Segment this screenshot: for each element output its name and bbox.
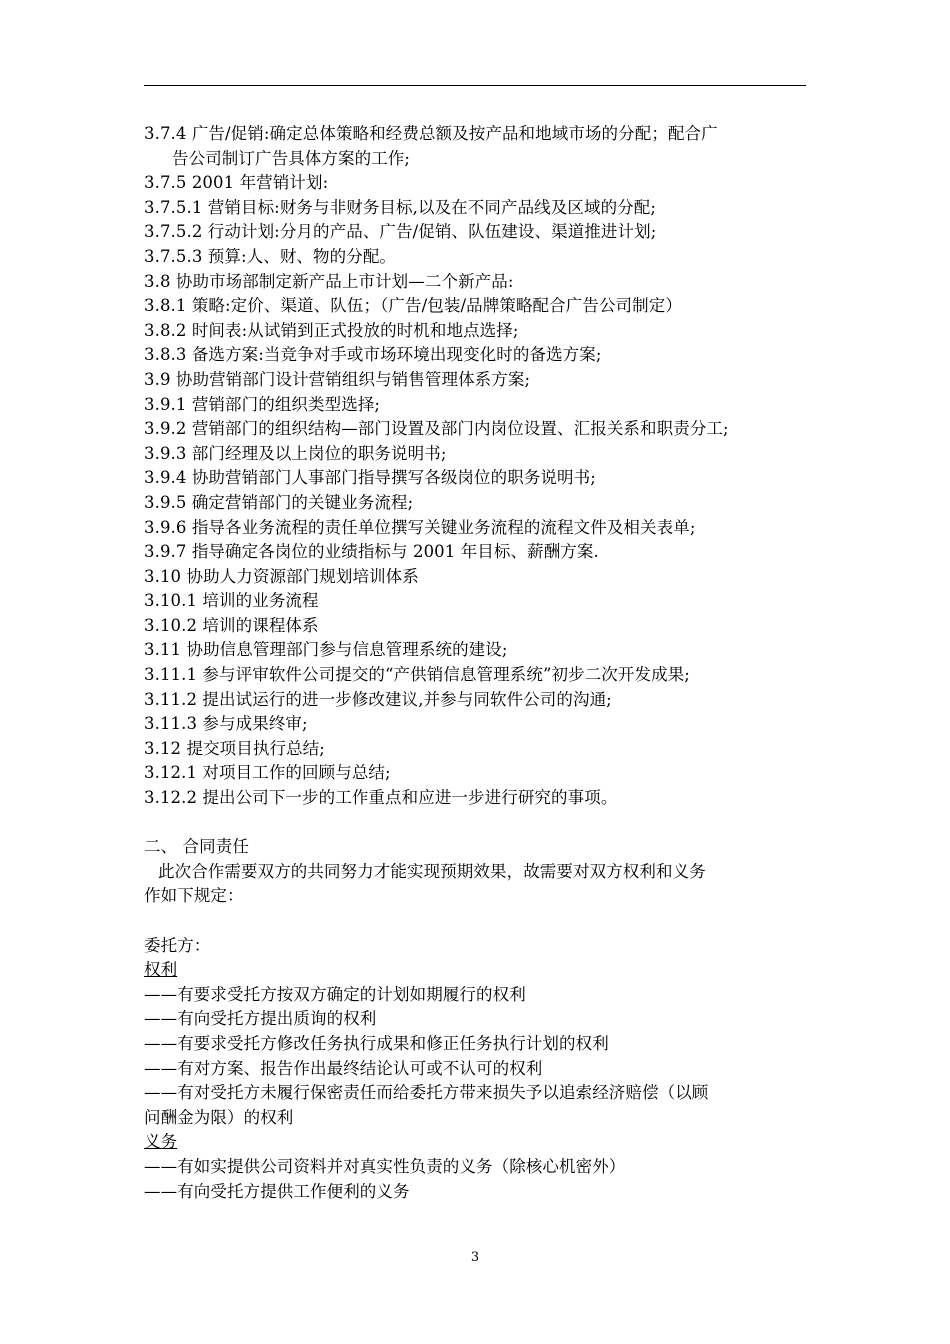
- section-line: 3.9.6 指导各业务流程的责任单位撰写关键业务流程的流程文件及相关表单;: [144, 517, 696, 537]
- rights-item: ——有向受托方提出质询的权利: [144, 1009, 377, 1029]
- section-line: 3.7.5 2001 年营销计划:: [144, 173, 329, 193]
- section-line: 3.8.2 时间表:从试销到正式投放的时机和地点选择;: [144, 320, 519, 340]
- duties-item: ——有如实提供公司资料并对真实性负责的义务（除核心机密外）: [144, 1156, 626, 1176]
- contract-intro-line: 作如下规定：: [144, 886, 244, 906]
- section-line: 3.9.5 确定营销部门的关键业务流程;: [144, 492, 414, 512]
- section-line: 3.11.2 提出试运行的进一步修改建议,并参与同软件公司的沟通;: [144, 689, 612, 709]
- contract-intro-line: 此次合作需要双方的共同努力才能实现预期效果，故需要对双方权利和义务: [158, 861, 706, 881]
- section-line: 3.12.2 提出公司下一步的工作重点和应进一步进行研究的事项。: [144, 788, 618, 808]
- section-line: 3.7.4 广告/促销:确定总体策略和经费总额及按产品和地域市场的分配；配合广: [144, 124, 718, 143]
- document-body: [144, 122, 814, 1204]
- section-line: 3.7.5.3 预算:人、财、物的分配。: [144, 246, 397, 266]
- rights-item: ——有要求受托方修改任务执行成果和修正任务执行计划的权利: [144, 1033, 609, 1053]
- contract-heading: 二、 合同责任: [144, 837, 249, 857]
- rights-label: 权利: [144, 960, 178, 980]
- section-line: 3.11.1 参与评审软件公司提交的“产供销信息管理系统”初步二次开发成果;: [144, 665, 690, 685]
- section-line: 3.9.3 部门经理及以上岗位的职务说明书;: [144, 443, 447, 463]
- header-rule: [144, 85, 806, 86]
- paragraph-gap: [144, 909, 814, 934]
- rights-item: 问酬金为限）的权利: [144, 1107, 294, 1127]
- section-line: 3.9.2 营销部门的组织结构—部门设置及部门内岗位设置、汇报关系和职责分工;: [144, 419, 729, 439]
- section-line: 3.8 协助市场部制定新产品上市计划—二个新产品:: [144, 271, 514, 291]
- section-line: 3.10.2 培训的课程体系: [144, 615, 319, 635]
- section-line: 3.7.5.1 营销目标:财务与非财务目标,以及在不同产品线及区域的分配;: [144, 197, 657, 217]
- rights-item: ——有对受托方未履行保密责任而给委托方带来损失予以追索经济赔偿（以顾: [144, 1083, 709, 1103]
- section-line: 3.10 协助人力资源部门规划培训体系: [144, 566, 419, 586]
- rights-item: ——有要求受托方按双方确定的计划如期履行的权利: [144, 984, 526, 1004]
- section-line: 3.9 协助营销部门设计营销组织与销售管理体系方案;: [144, 369, 531, 389]
- section-line: 3.12.1 对项目工作的回顾与总结;: [144, 763, 391, 783]
- section-line: 3.8.3 备选方案:当竞争对手或市场环境出现变化时的备选方案;: [144, 345, 602, 365]
- rights-item: ——有对方案、报告作出最终结论认可或不认可的权利: [144, 1058, 543, 1078]
- section-line: 3.10.1 培训的业务流程: [144, 591, 319, 611]
- section-line: 3.11 协助信息管理部门参与信息管理系统的建设;: [144, 640, 508, 660]
- section-line: 3.11.3 参与成果终审;: [144, 714, 308, 734]
- section-line: 3.8.1 策略:定价、渠道、队伍；（广告/包装/品牌策略配合广告公司制定）: [144, 296, 682, 316]
- section-line: 3.7.5.2 行动计划:分月的产品、广告/促销、队伍建设、渠道推进计划;: [144, 222, 657, 242]
- section-line: 3.9.1 营销部门的组织类型选择;: [144, 394, 381, 414]
- section-line: 3.9.4 协助营销部门人事部门指导撰写各级岗位的职务说明书;: [144, 468, 596, 488]
- section-line: 3.9.7 指导确定各岗位的业绩指标与 2001 年目标、薪酬方案.: [144, 542, 599, 562]
- paragraph-gap: [144, 811, 814, 836]
- client-label: 委托方：: [144, 935, 211, 955]
- section-line: 3.12 提交项目执行总结;: [144, 738, 325, 758]
- section-line: 告公司制订广告具体方案的工作;: [172, 148, 411, 168]
- duties-label: 义务: [144, 1132, 178, 1152]
- page-number: 3: [470, 1250, 480, 1265]
- duties-item: ——有向受托方提供工作便利的义务: [144, 1181, 410, 1201]
